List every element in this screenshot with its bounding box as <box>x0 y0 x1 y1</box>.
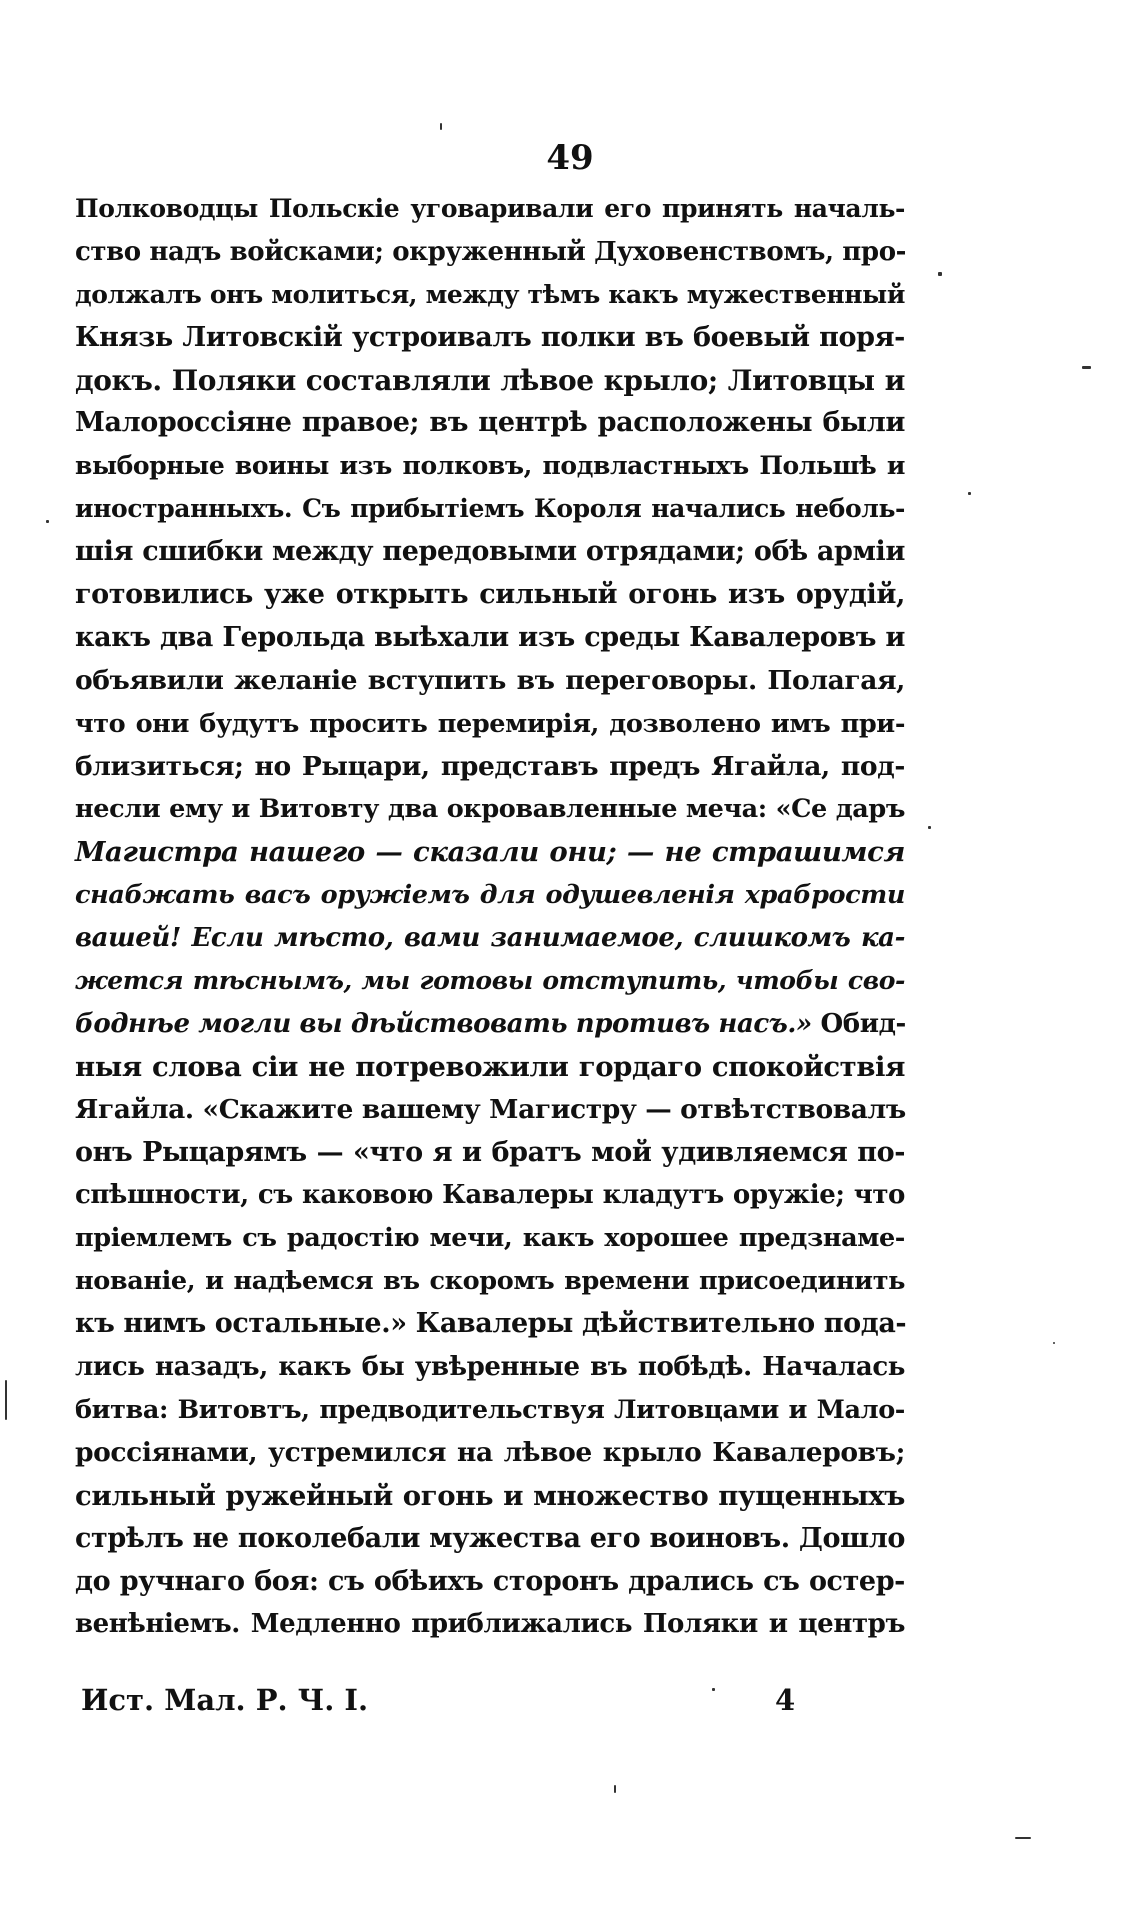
text-line: Малороссіяне правое; въ центрѣ расположены были <box>75 407 905 439</box>
text-line: должалъ онъ молиться, между тѣмъ какъ мужественный <box>75 279 905 309</box>
scan-speck <box>5 1380 7 1420</box>
scan-speck <box>614 1785 616 1793</box>
text-line: пріемлемъ съ радостію мечи, какъ хорошее предзнаме- <box>75 1223 905 1254</box>
text-line-italic: вашей! Если мѣсто, вами занимаемое, слишкомъ ка- <box>75 923 905 954</box>
scan-speck <box>928 826 931 829</box>
text-line: иностранныхъ. Съ прибытіемъ Короля начались неболь- <box>75 494 905 524</box>
text-line: ныя слова сіи не потревожили гордаго спокойствія <box>75 1050 905 1083</box>
text-line: стрѣлъ не поколебали мужества его воиновъ. Дошло <box>75 1522 905 1554</box>
text-line-italic-part: боднѣе могли вы дѣйствовать противъ насъ.» <box>75 1008 812 1039</box>
text-line: россіянами, устремился на лѣвое крыло Кавалеровъ; <box>75 1436 905 1468</box>
text-line: лись назадъ, какъ бы увѣренные въ побѣдѣ. Началась <box>75 1352 905 1383</box>
text-line: Полководцы Польскіе уговаривали его принять началь- <box>75 194 905 223</box>
signature-mark: Ист. Мал. Р. Ч. I. <box>81 1683 369 1717</box>
text-line: ство надъ войсками; окруженный Духовенствомъ, про- <box>75 236 907 267</box>
text-line: спѣшности, съ каковою Кавалеры кладутъ оружіе; что <box>75 1180 905 1211</box>
signature-number: 4 <box>775 1683 796 1717</box>
text-line-italic: снабжать васъ оружіемъ для одушевленія храбрости <box>75 880 905 911</box>
text-line: до ручнаго боя: съ обѣихъ сторонъ дрались съ остер- <box>75 1565 905 1597</box>
scan-speck <box>1082 366 1091 369</box>
page-footer <box>75 1683 905 1723</box>
page-number: 49 <box>546 138 594 178</box>
scan-speck <box>46 520 49 523</box>
scan-speck <box>968 492 971 495</box>
text-line-italic <box>75 1003 905 1046</box>
scan-speck <box>1053 1342 1055 1344</box>
text-line: шія сшибки между передовыми отрядами; обѣ арміи <box>75 536 905 568</box>
text-line: готовились уже открыть сильный огонь изъ орудій, <box>75 579 905 611</box>
text-line: венѣніемъ. Медленно приближались Поляки и центръ <box>75 1609 905 1640</box>
text-line: къ нимъ остальные.» Кавалеры дѣйствительно пода- <box>75 1308 907 1340</box>
text-line-italic: Магистра нашего — сказали они; — не страшимся <box>75 836 905 869</box>
text-line: онъ Рыцарямъ — «что я и братъ мой удивляемся по- <box>75 1136 905 1168</box>
text-line: нованіе, и надѣемся въ скоромъ времени присоединить <box>75 1266 905 1297</box>
body-text <box>75 188 905 1646</box>
text-line-italic: жется тѣснымъ, мы готовы отступить, чтобы сво- <box>75 966 905 996</box>
text-line: что они будутъ просить перемирія, дозволено имъ при- <box>75 708 905 739</box>
text-line-roman-part: Обид- <box>811 1008 906 1039</box>
text-line: сильный ружейный огонь и множество пущенныхъ <box>75 1479 905 1512</box>
scan-speck <box>938 272 942 276</box>
scan-speck <box>440 123 442 130</box>
text-line: близиться; но Рыцари, представъ предъ Ягайла, под- <box>75 750 905 782</box>
text-line: Князь Литовскій устроивалъ полки въ боевый поря- <box>75 321 905 353</box>
text-line: объявили желаніе вступить въ переговоры. Полагая, <box>75 664 905 696</box>
scan-speck <box>1015 1837 1031 1839</box>
text-line: Ягайла. «Скажите вашему Магистру — отвѣтствовалъ <box>75 1093 906 1125</box>
text-line: докъ. Поляки составляли лѣвое крыло; Литовцы и <box>75 363 905 397</box>
text-line: выборные воины изъ полковъ, подвластныхъ Польшѣ и <box>75 451 905 481</box>
text-line: битва: Витовтъ, предводительствуя Литовцами и Мало- <box>75 1394 905 1425</box>
text-line: несли ему и Витовту два окровавленные меча: «Се даръ <box>75 794 905 825</box>
text-line: какъ два Герольда выѣхали изъ среды Кавалеровъ и <box>75 621 905 653</box>
scan-speck <box>712 1688 715 1691</box>
